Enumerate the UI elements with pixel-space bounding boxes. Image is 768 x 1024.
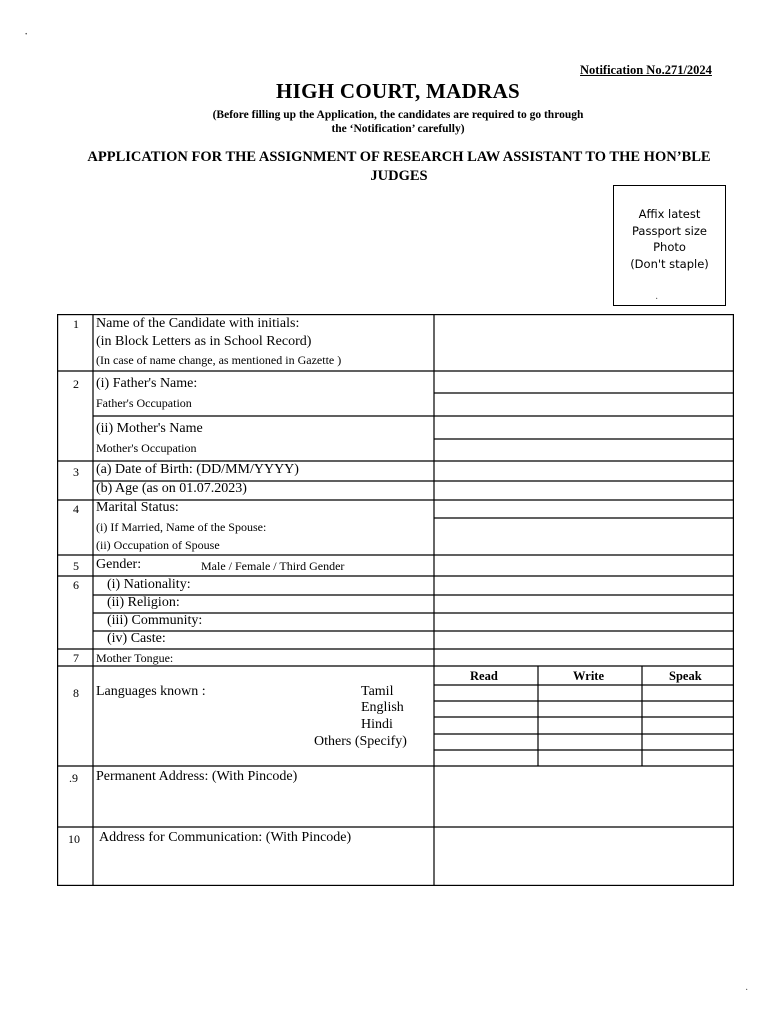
dob-label: (a) Date of Birth: (DD/MM/YYYY) (96, 462, 299, 477)
caste-label: (iv) Caste: (107, 631, 166, 646)
title-line-1: APPLICATION FOR THE ASSIGNMENT OF RESEARCH LAW ASSISTANT TO THE HON’BLE (87, 149, 711, 165)
permanent-address-label: Permanent Address: (With Pincode) (96, 769, 298, 784)
spouse-name-label: (i) If Married, Name of the Spouse: (96, 520, 267, 534)
instruction-line-1: (Before filling up the Application, the candidates are required to go through (212, 109, 584, 121)
candidate-name-label: Name of the Candidate with initials: (96, 316, 300, 331)
father-occupation-label: Father's Occupation (96, 396, 192, 410)
photo-line-1: Affix latest (638, 207, 701, 221)
communication-address-label: Address for Communication: (With Pincode) (99, 830, 352, 845)
row-7-number: 7 (73, 651, 79, 665)
court-name: HIGH COURT, MADRAS (275, 79, 521, 103)
row-6-number: 6 (73, 578, 79, 592)
gender-options: Male / Female / Third Gender (201, 559, 345, 573)
notification-number: Notification No.271/2024 (580, 63, 712, 77)
title-line-2: JUDGES (370, 168, 428, 184)
mother-occupation-label: Mother's Occupation (96, 441, 197, 455)
row-4-number: 4 (73, 502, 79, 516)
language-tamil: Tamil (361, 684, 394, 699)
instruction-note (0, 108, 768, 136)
spouse-occupation-label: (ii) Occupation of Spouse (96, 538, 220, 552)
row-1-number: 1 (73, 317, 79, 331)
application-title (40, 148, 758, 186)
column-read: Read (470, 669, 498, 683)
row-10-number: 10 (68, 832, 80, 846)
mother-name-label: (ii) Mother's Name (96, 421, 203, 436)
age-label: (b) Age (as on 01.07.2023) (96, 481, 247, 496)
language-others: Others (Specify) (314, 734, 407, 749)
gender-label: Gender: (96, 557, 142, 572)
row-3-number: 3 (73, 465, 79, 479)
photo-line-2: Passport size (632, 223, 707, 238)
row-8-number: 8 (73, 686, 79, 700)
row-9-number: .9 (69, 771, 78, 785)
language-english: English (361, 700, 404, 715)
languages-known-label: Languages known : (96, 684, 206, 699)
column-speak: Speak (669, 669, 702, 683)
language-hindi: Hindi (361, 717, 393, 732)
candidate-name-change-note: (In case of name change, as mentioned in Gazette ) (96, 353, 342, 367)
nationality-label: (i) Nationality: (107, 577, 191, 592)
religion-label: (ii) Religion: (107, 595, 180, 610)
row-2-number: 2 (73, 377, 79, 391)
column-write: Write (573, 669, 605, 683)
father-name-label: (i) Father's Name: (96, 376, 198, 391)
scan-speck: ⠂ (24, 30, 32, 41)
photo-line-3: Photo (653, 240, 686, 254)
scan-speck: · (745, 985, 749, 996)
photo-line-4: (Don't staple) (630, 256, 709, 271)
marital-status-label: Marital Status: (96, 500, 179, 515)
photo-box (613, 185, 726, 306)
scan-speck: · (655, 294, 659, 305)
row-5-number: 5 (73, 559, 79, 573)
candidate-name-note: (in Block Letters as in School Record) (96, 334, 312, 349)
mother-tongue-label: Mother Tongue: (96, 651, 174, 665)
instruction-line-2: the ‘Notification’ carefully) (331, 123, 465, 135)
community-label: (iii) Community: (107, 613, 203, 628)
application-form-table (57, 314, 734, 886)
